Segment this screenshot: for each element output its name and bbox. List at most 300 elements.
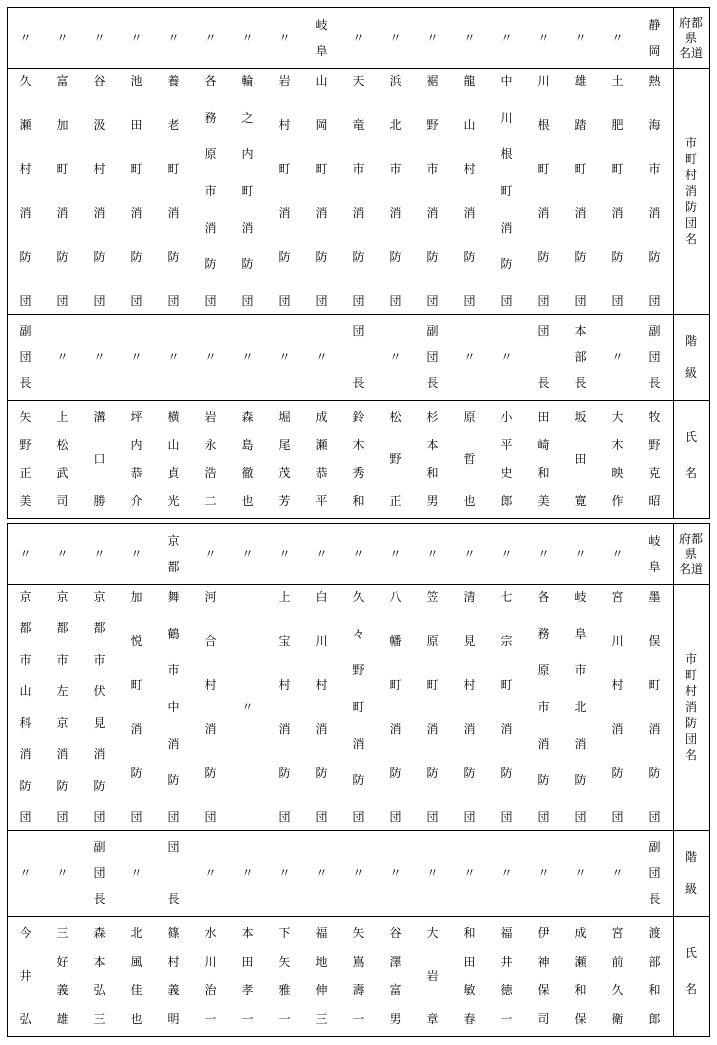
person-name-char: 鈴 (352, 410, 365, 424)
rank-char: 副 (93, 840, 106, 854)
brigade-char: 岐 (574, 590, 587, 604)
person-name-cell (525, 400, 562, 518)
person-name-char: 尾 (278, 438, 291, 452)
rank-char: 〃 (130, 866, 143, 880)
person-name-char: 一 (241, 1012, 254, 1026)
person-name-char: 三 (93, 1012, 106, 1026)
brigade-char: 防 (56, 250, 69, 264)
prefecture-cell (81, 524, 118, 584)
brigade-char: 都 (56, 621, 69, 636)
brigade-char: 防 (93, 250, 106, 264)
brigade-char: 都 (19, 621, 32, 636)
person-name-char: 川 (204, 954, 217, 969)
brigade-char: 見 (93, 715, 106, 730)
brigade-char: 中 (500, 74, 513, 88)
rank-char: 長 (93, 892, 106, 906)
person-name-char: 本 (426, 438, 439, 452)
person-name-char: 好 (56, 954, 69, 969)
rank-cell (192, 314, 229, 400)
brigade-char: 白 (315, 590, 328, 604)
rank-cell (266, 830, 303, 916)
person-name-char: 水 (204, 926, 217, 940)
brigade-label-text: 市 (684, 652, 697, 666)
prefecture-char: 阜 (315, 44, 328, 58)
person-name-char: 秀 (352, 466, 365, 480)
rank-char: 〃 (500, 350, 513, 364)
brigade-char: 防 (19, 250, 32, 264)
rank-char: 長 (648, 892, 661, 906)
person-name-cell (44, 916, 81, 1036)
person-name-char: 也 (241, 494, 254, 508)
rank-cell (81, 830, 118, 916)
rank-label-text: 階 (684, 850, 697, 864)
brigade-char: 宮 (611, 590, 624, 604)
person-name-char: 芳 (278, 494, 291, 508)
brigade-char: 防 (648, 250, 661, 264)
brigade-char: 団 (537, 810, 550, 824)
person-name-char: 正 (389, 494, 402, 508)
rank-char: 副 (648, 324, 661, 338)
brigade-char: 消 (389, 206, 402, 220)
brigade-char: 町 (167, 162, 180, 176)
prefecture-cell (488, 8, 525, 68)
person-name-char: 司 (56, 494, 69, 508)
brigade-char: 之 (241, 110, 254, 125)
prefecture-char: 静 (648, 18, 661, 32)
brigade-char: 京 (19, 590, 32, 604)
person-name-char: 恭 (130, 466, 143, 480)
person-name-char: 伸 (315, 983, 328, 998)
person-name-char: 風 (130, 954, 143, 969)
brigade-char: 消 (204, 220, 217, 235)
brigade-char: 左 (56, 684, 69, 699)
brigade-char: 八 (389, 590, 402, 604)
brigade-char: 町 (352, 700, 365, 714)
brigade-char: 宗 (500, 634, 513, 648)
brigade-cell (451, 584, 488, 830)
prefecture-cell (44, 524, 81, 584)
brigade-cell (599, 584, 636, 830)
brigade-cell (229, 584, 266, 830)
rank-cell (636, 314, 673, 400)
rank-char: 〃 (537, 866, 550, 880)
brigade-cell (562, 584, 599, 830)
person-name-char: 矢 (352, 926, 365, 940)
prefecture-char: 〃 (352, 31, 365, 45)
person-name-char: 佳 (130, 983, 143, 998)
person-name-char: 田 (537, 410, 550, 424)
brigade-char: 団 (278, 810, 291, 824)
person-name-char: 渡 (648, 926, 661, 940)
brigade-char: 防 (426, 766, 439, 780)
brigade-label-text: 村 (684, 684, 697, 698)
person-name-char: 松 (389, 410, 402, 424)
brigade-char: 団 (389, 294, 402, 308)
person-name-char: 富 (389, 983, 402, 998)
rank-char: 〃 (574, 866, 587, 880)
brigade-char: 防 (241, 257, 254, 272)
prefecture-label (673, 524, 709, 584)
fire-brigade-table-2 (7, 523, 710, 1037)
brigade-char: 村 (278, 118, 291, 132)
brigade-char: 務 (537, 626, 550, 641)
brigade-label-text: 町 (684, 668, 697, 682)
prefecture-char: 〃 (611, 547, 624, 561)
rank-char: 〃 (19, 866, 32, 880)
rank-cell (7, 314, 44, 400)
person-name-char: 原 (463, 410, 476, 424)
prefecture-cell (192, 524, 229, 584)
brigade-char: 防 (278, 250, 291, 264)
rank-char: 〃 (389, 866, 402, 880)
rank-cell (488, 830, 525, 916)
rank-cell (414, 314, 451, 400)
brigade-char: 瀬 (19, 118, 32, 132)
prefecture-cell (599, 8, 636, 68)
brigade-char: 消 (611, 206, 624, 220)
rank-char: 副 (426, 324, 439, 338)
rank-char: 団 (167, 840, 180, 854)
rank-cell (562, 830, 599, 916)
person-name-cell (118, 400, 155, 518)
prefecture-cell (266, 8, 303, 68)
brigade-label-text: 市 (684, 136, 697, 150)
person-name-cell (636, 400, 673, 518)
person-name-cell (118, 916, 155, 1036)
brigade-char: 浜 (389, 74, 402, 88)
brigade-char: 消 (574, 736, 587, 751)
brigade-char: 消 (500, 722, 513, 736)
prefecture-cell (303, 524, 340, 584)
person-name-char: 井 (500, 954, 513, 969)
person-name-char: 田 (574, 452, 587, 466)
brigade-char: 原 (204, 147, 217, 162)
brigade-char: 消 (278, 722, 291, 736)
person-name-cell (44, 400, 81, 518)
prefecture-char: 〃 (389, 31, 402, 45)
brigade-char: 市 (389, 162, 402, 176)
brigade-char: 〃 (241, 700, 254, 714)
person-name-cell (377, 916, 414, 1036)
rank-char: 〃 (56, 350, 69, 364)
brigade-char: 北 (574, 700, 587, 714)
rank-cell (44, 830, 81, 916)
rank-char: 長 (426, 376, 439, 390)
brigade-char: 団 (611, 294, 624, 308)
brigade-char: 消 (204, 722, 217, 736)
brigade-char: 消 (315, 722, 328, 736)
brigade-char: 川 (537, 74, 550, 88)
person-name-char: 寛 (574, 494, 587, 508)
person-name-char: 下 (278, 926, 291, 940)
brigade-char: 加 (56, 118, 69, 132)
person-name-char: 篠 (167, 926, 180, 940)
prefecture-char: 〃 (611, 31, 624, 45)
person-name-char: 崎 (537, 438, 550, 452)
person-name-char: 郎 (500, 494, 513, 508)
person-name-char: 也 (130, 1012, 143, 1026)
person-name-char: 明 (167, 1012, 180, 1026)
brigade-char: 町 (278, 162, 291, 176)
prefecture-char: 〃 (56, 31, 69, 45)
person-name-char: 大 (426, 926, 439, 940)
name-label (673, 400, 709, 518)
person-name-char: 杉 (426, 410, 439, 424)
brigade-char: 団 (611, 810, 624, 824)
rank-cell (118, 314, 155, 400)
brigade-char: 消 (93, 206, 106, 220)
brigade-char: 市 (93, 652, 106, 667)
person-name-cell (562, 916, 599, 1036)
brigade-char: 川 (500, 110, 513, 125)
prefecture-cell (340, 524, 377, 584)
person-name-char: 溝 (93, 410, 106, 424)
person-name-cell (636, 916, 673, 1036)
rank-char: 〃 (500, 866, 513, 880)
prefecture-cell (303, 8, 340, 68)
brigade-char: 野 (426, 118, 439, 132)
prefecture-cell (118, 8, 155, 68)
brigade-cell (229, 68, 266, 314)
rank-char: 〃 (241, 866, 254, 880)
brigade-char: 団 (204, 810, 217, 824)
brigade-char: 防 (463, 766, 476, 780)
prefecture-char: 〃 (167, 31, 180, 45)
brigade-char: 町 (315, 162, 328, 176)
brigade-char: 消 (648, 722, 661, 736)
person-name-char: 三 (56, 926, 69, 940)
person-name-char: 武 (56, 466, 69, 480)
rank-cell (562, 314, 599, 400)
person-name-char: 嶌 (352, 954, 365, 969)
rank-char: 団 (93, 866, 106, 880)
brigade-label (673, 584, 709, 830)
prefecture-char: 〃 (93, 31, 106, 45)
rank-cell (488, 314, 525, 400)
brigade-char: 団 (19, 294, 32, 308)
person-name-cell (414, 916, 451, 1036)
person-name-cell (266, 400, 303, 518)
prefecture-char: 〃 (315, 547, 328, 561)
brigade-char: 消 (463, 722, 476, 736)
person-name-char: 野 (19, 438, 32, 452)
brigade-char: 防 (130, 250, 143, 264)
brigade-char: 土 (611, 74, 624, 88)
person-name-cell (303, 400, 340, 518)
rank-cell (636, 830, 673, 916)
prefecture-cell (451, 8, 488, 68)
prefecture-char: 〃 (241, 31, 254, 45)
brigade-char: 団 (426, 294, 439, 308)
person-name-char: 宮 (611, 926, 624, 940)
brigade-char: 久 (19, 74, 32, 88)
rank-char: 〃 (463, 350, 476, 364)
brigade-char: 裾 (426, 74, 439, 88)
brigade-char: 団 (389, 810, 402, 824)
brigade-char: 町 (389, 678, 402, 692)
person-name-char: 一 (278, 1012, 291, 1026)
brigade-cell (377, 584, 414, 830)
person-name-cell (7, 916, 44, 1036)
brigade-char: 京 (56, 590, 69, 604)
prefecture-cell (414, 8, 451, 68)
rank-cell (229, 830, 266, 916)
brigade-char: 町 (130, 162, 143, 176)
person-name-cell (599, 400, 636, 518)
rank-label (673, 314, 709, 400)
brigade-char: 舞 (167, 590, 180, 604)
person-name-char: 義 (56, 983, 69, 998)
person-name-char: 神 (537, 954, 550, 969)
person-name-char: 史 (500, 466, 513, 480)
person-name-char: 一 (204, 1012, 217, 1026)
rank-cell (7, 830, 44, 916)
person-name-char: 地 (315, 954, 328, 969)
brigade-char: 市 (352, 162, 365, 176)
brigade-char: 岩 (278, 74, 291, 88)
rank-char: 副 (19, 324, 32, 338)
person-name-cell (377, 400, 414, 518)
prefecture-cell (118, 524, 155, 584)
prefecture-char: 〃 (463, 31, 476, 45)
brigade-char: 団 (130, 810, 143, 824)
brigade-cell (340, 584, 377, 830)
brigade-cell (44, 584, 81, 830)
brigade-char: 防 (611, 766, 624, 780)
brigade-char: 宝 (278, 634, 291, 648)
brigade-cell (562, 68, 599, 314)
prefecture-cell (414, 524, 451, 584)
brigade-char: 笠 (426, 590, 439, 604)
brigade-char: 山 (463, 118, 476, 132)
brigade-char: 町 (500, 678, 513, 692)
brigade-char: 河 (204, 590, 217, 604)
prefecture-cell (636, 8, 673, 68)
brigade-char: 天 (352, 74, 365, 88)
brigade-cell (636, 68, 673, 314)
rank-char: 団 (19, 350, 32, 364)
person-name-char: 保 (574, 1012, 587, 1026)
person-name-char: 森 (241, 410, 254, 424)
prefecture-label-text: 府都 (678, 532, 703, 546)
brigade-char: 阜 (574, 626, 587, 641)
person-name-char: 章 (426, 1012, 439, 1026)
rank-char: 〃 (278, 350, 291, 364)
brigade-cell (599, 68, 636, 314)
brigade-label (673, 68, 709, 314)
rank-cell (303, 830, 340, 916)
brigade-char: 団 (574, 810, 587, 824)
person-name-char: 治 (204, 983, 217, 998)
person-name-char: 壽 (352, 983, 365, 998)
brigade-char: 消 (167, 206, 180, 220)
person-name-char: 横 (167, 410, 180, 424)
person-name-char: 和 (463, 926, 476, 940)
person-name-char: 松 (56, 438, 69, 452)
brigade-char: 団 (500, 810, 513, 824)
person-name-char: 義 (167, 983, 180, 998)
brigade-cell (377, 68, 414, 314)
brigade-label-text: 名 (684, 748, 697, 762)
brigade-char: 久 (352, 590, 365, 604)
brigade-char: 団 (426, 810, 439, 824)
prefecture-char: 〃 (500, 31, 513, 45)
brigade-char: 務 (204, 110, 217, 125)
brigade-char: 町 (537, 162, 550, 176)
rank-char: 〃 (389, 350, 402, 364)
person-name-cell (303, 916, 340, 1036)
name-label (673, 916, 709, 1036)
rank-label-text: 級 (684, 366, 697, 380)
brigade-char: 輪 (241, 74, 254, 88)
brigade-char: 団 (167, 810, 180, 824)
brigade-cell (81, 584, 118, 830)
person-name-char: 徹 (241, 466, 254, 480)
name-label-text: 氏 (684, 430, 697, 444)
prefecture-char: 岡 (648, 44, 661, 58)
person-name-char: 恭 (315, 466, 328, 480)
brigade-char: 田 (130, 118, 143, 132)
brigade-char: 消 (352, 206, 365, 220)
person-name-cell (192, 916, 229, 1036)
prefecture-cell (155, 8, 192, 68)
brigade-char: 山 (19, 684, 32, 699)
person-name-char: 坪 (130, 410, 143, 424)
brigade-char: 根 (537, 118, 550, 132)
brigade-char: 市 (426, 162, 439, 176)
prefecture-char: 〃 (574, 547, 587, 561)
rank-cell (525, 314, 562, 400)
brigade-char: 防 (537, 250, 550, 264)
prefecture-cell (192, 8, 229, 68)
person-name-cell (192, 400, 229, 518)
brigade-char: 市 (574, 663, 587, 678)
brigade-char: 科 (19, 715, 32, 730)
brigade-char: 川 (315, 634, 328, 648)
person-name-char: 本 (93, 954, 106, 969)
person-name-char: 岩 (204, 410, 217, 424)
rank-cell (414, 830, 451, 916)
brigade-char: 都 (93, 621, 106, 636)
person-name-char: 前 (611, 954, 624, 969)
brigade-char: 防 (315, 250, 328, 264)
brigade-char: 防 (352, 250, 365, 264)
person-name-char: 小 (500, 410, 513, 424)
brigade-char: 雄 (574, 74, 587, 88)
brigade-char: 内 (241, 147, 254, 162)
brigade-char: 中 (167, 700, 180, 714)
brigade-char: 団 (463, 294, 476, 308)
rank-char: 〃 (611, 866, 624, 880)
rank-char: 長 (19, 376, 32, 390)
brigade-char: 伏 (93, 684, 106, 699)
rank-cell (192, 830, 229, 916)
brigade-char: 防 (426, 250, 439, 264)
brigade-char: 消 (278, 206, 291, 220)
person-name-char: 春 (463, 1012, 476, 1026)
person-name-char: 保 (537, 983, 550, 998)
brigade-char: 悦 (130, 634, 143, 648)
brigade-char: 団 (93, 810, 106, 824)
brigade-char: 野 (352, 663, 365, 678)
person-name-char: 雄 (56, 1012, 69, 1026)
person-name-char: 貞 (167, 466, 180, 480)
brigade-cell (192, 68, 229, 314)
brigade-char: 団 (56, 294, 69, 308)
prefecture-char: 〃 (463, 547, 476, 561)
brigade-char: 防 (500, 257, 513, 272)
brigade-label-text: 団 (684, 732, 697, 746)
